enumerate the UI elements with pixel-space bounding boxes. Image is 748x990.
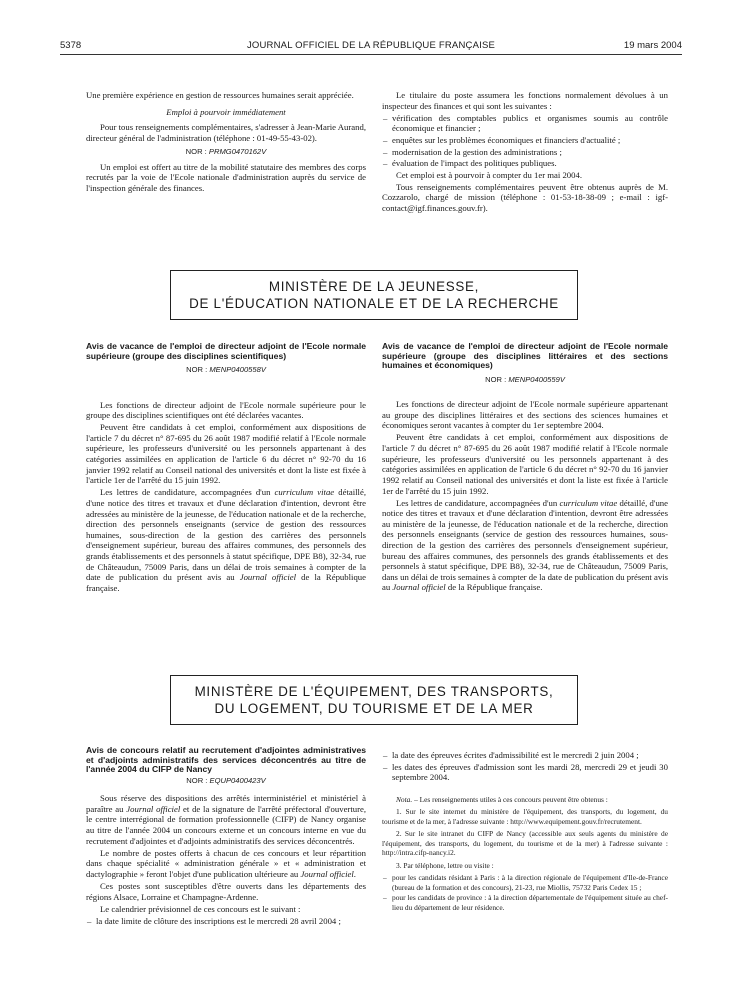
paragraph: 2. Sur le site intranet du CIFP de Nancy (accessible aux seuls agents du ministère de l'équipement, des transports, du logement, du tourisme et de la mer) à l'adresse suivante : http://intra.cifp-nancy.i2. <box>382 829 668 858</box>
avis-sciences <box>86 342 366 595</box>
avis-concours <box>86 746 366 927</box>
paragraph: Peuvent être candidats à cet emploi, conformément aux dispositions de l'article 7 du décret n° 87-695 du 26 août 1987 modifié relatif à l'Ecole normale supérieure, les professeurs d'université ou les personnels appartenant à des catégories assimilées en application de l'article 6 du décret n° 92-70 du 16 janvier 1992 relatif au Conseil national des universités et dont la liste est fixée à l'article 1er de l'arrêté du 15 juin 1992. <box>382 432 668 496</box>
nor-reference: NOR : MENP0400559V <box>485 374 565 384</box>
paragraph: 1. Sur le site internet du ministère de l'équipement, des transports, du logement, du tourisme et de la mer, à l'adresse suivante : http://www.equipement.gouv.fr/recrutement. <box>382 807 668 826</box>
notice-title: Avis de concours relatif au recrutement d'adjointes administratives et d'adjoints administratifs des services déconcentrés au titre de l'année 2004 du CIFP de Nancy <box>86 745 366 775</box>
nota-block <box>382 795 668 912</box>
ministry-heading-box <box>170 270 578 320</box>
paragraph: Nota. – Les renseignements utiles à ces concours peuvent être obtenus : <box>396 794 608 804</box>
paragraph: Les fonctions de directeur adjoint de l'Ecole normale supérieure appartenant au groupe des disciplines littéraires et des sections des sciences humaines et économiques seront vacantes à compter du 1er septembre 2004. <box>382 399 668 431</box>
paragraph: Cet emploi est à pourvoir à compter du 1er mai 2004. <box>396 169 583 180</box>
paragraph: 3. Par téléphone, lettre ou visite : <box>396 860 494 870</box>
nor-reference: NOR : MENP0400558V <box>186 365 266 375</box>
list-item: – enquêtes sur les problèmes économiques et financiers d'actualité ; <box>392 135 668 146</box>
duty-list <box>382 113 668 169</box>
page-header <box>60 40 682 55</box>
paragraph: Sous réserve des dispositions des arrêtés interministériel et ministériel à paraître au Journal officiel et de la signature de l'arrêté préfectoral d'ouverture, le centre interrégional de formation professionnelle (CIFP) de Nancy organise au titre de l'année 2004 un concours externe et un concours interne en vue du recrutement d'adjointes et d'adjoints administratifs des services déconcentrés. <box>86 793 366 846</box>
top-left-column <box>86 90 366 195</box>
paragraph: Une première expérience en gestion de ressources humaines serait appréciée. <box>86 90 354 100</box>
journal-title: JOURNAL OFFICIEL DE LA RÉPUBLIQUE FRANÇAISE <box>246 40 496 51</box>
issue-date: 19 mars 2004 <box>623 40 682 51</box>
paragraph: Un emploi est offert au titre de la mobilité statutaire des membres des corps recrutés par la voie de l'Ecole nationale d'administration auprès du service de l'inspection générale des finances. <box>86 161 366 193</box>
ministry-title-line: DE L'ÉDUCATION NATIONALE ET DE LA RECHERCHE <box>189 296 559 311</box>
ministry-heading-box <box>170 675 578 725</box>
concours-continued <box>382 750 668 913</box>
notice-title: Avis de vacance de l'emploi de directeur adjoint de l'Ecole normale supérieure (groupe des disciplines scientifiques) <box>86 341 366 361</box>
paragraph: Le nombre de postes offerts à chacun de ces concours et leur répartition dans chaque spécialité « administration générale » et « administration et dactylographie » feront l'objet d'une publication ultérieure au Journal officiel. <box>86 847 366 879</box>
paragraph: Emploi à pourvoir immédiatement <box>166 106 286 117</box>
paragraph: Les lettres de candidature, accompagnées d'un curriculum vitae détaillé, d'une notice des titres et travaux et d'une déclaration d'intention, devront être adressées au ministère de la jeunesse, de l'éducation nationale et de la recherche, direction des personnels enseignants (service de gestion des ressources humaines, sous-direction de la gestion des carrières des personnels d'enseignement supérieur, bureau des affaires communes, des personnels des grands établissements et des personnels à statut spécifique, DPE B8), 32-34, rue de Châteaudun, 75009 Paris, dans un délai de trois semaines à compter de la date de publication du présent avis au Journal officiel de la République française. <box>86 487 366 593</box>
list-item: – les dates des épreuves d'admission sont les mardi 28, mercredi 29 et jeudi 30 septembre 2004. <box>392 762 668 783</box>
list-item: – vérification des comptables publics et organismes soumis au contrôle économique et financier ; <box>392 113 668 134</box>
paragraph: Le calendrier prévisionnel de ces concours est le suivant : <box>100 903 301 914</box>
ministry-title-line: DU LOGEMENT, DU TOURISME ET DE LA MER <box>214 701 534 716</box>
list-item: – évaluation de l'impact des politiques publiques. <box>392 158 668 169</box>
list-item: – la date limite de clôture des inscriptions est le mercredi 28 avril 2004 ; <box>96 916 366 927</box>
list-item: – pour les candidats de province : à la direction départementale de l'équipement située au chef-lieu du département de leur résidence. <box>392 893 668 912</box>
paragraph: Le titulaire du poste assumera les fonctions normalement dévolues à un inspecteur des finances et qui sont les suivantes : <box>382 90 668 111</box>
paragraph: Tous renseignements complémentaires peuvent être obtenus auprès de M. Cozzarolo, chargé de mission (téléphone : 01-53-18-38-09 ; e-mail : igf-contact@igf.finances.gouv.fr). <box>382 181 668 214</box>
paragraph: Ces postes sont susceptibles d'être ouverts dans les départements des régions Alsace, Lorraine et Champagne-Ardenne. <box>86 881 366 902</box>
contact-list <box>382 873 668 912</box>
paragraph: Les lettres de candidature, accompagnées d'un curriculum vitae détaillé, d'une notice des titres et travaux et d'une déclaration d'intention, devront être adressées au ministère de la jeunesse, de l'éducation nationale et de la recherche, direction des personnels enseignants (service de gestion des ressources humaines, sous-direction de la gestion des carrières des personnels d'enseignement supérieur, bureau des affaires communes, des personnels des grands établissements et des personnels à statut spécifique, DPE B8), 32-34, rue de Châteaudun, 75009 Paris, dans un délai de trois semaines à compter de la date de publication du présent avis au Journal officiel de la République française. <box>382 497 668 593</box>
paragraph: Les fonctions de directeur adjoint de l'Ecole normale supérieure pour le groupe des disciplines scientifiques ont été déclarées vacantes. <box>86 399 366 421</box>
list-item: – pour les candidats résidant à Paris : à la direction régionale de l'équipement d'Ile-de-France (bureau de la formation et des concours), 21-23, rue Miollis, 75732 Paris Cedex 15 ; <box>392 873 668 892</box>
ministry-title-line: MINISTÈRE DE L'ÉQUIPEMENT, DES TRANSPORTS, <box>194 683 554 699</box>
avis-lettres <box>382 342 668 595</box>
calendar-list <box>382 750 668 783</box>
page-number: 5378 <box>60 40 82 51</box>
list-item: – modernisation de la gestion des administrations ; <box>392 147 668 158</box>
list-item: – la date des épreuves écrites d'admissibilité est le mercredi 2 juin 2004 ; <box>392 750 668 761</box>
paragraph: Peuvent être candidats à cet emploi, conformément aux dispositions de l'article 7 du décret n° 87-695 du 26 août 1987 modifié relatif à l'Ecole normale supérieure, les professeurs d'université ou les personnels appartenant à des catégories assimilées en application de l'article 6 du décret n° 92-70 du 16 janvier 1992 relatif au Conseil national des universités et dont la liste est fixée à l'article 1er de l'arrêté du 15 juin 1992. <box>86 422 366 486</box>
paragraph: Pour tous renseignements complémentaires, s'adresser à Jean-Marie Aurand, directeur général de l'administration (téléphone : 01-49-55-43-02). <box>86 122 366 143</box>
notice-title: Avis de vacance de l'emploi de directeur adjoint de l'Ecole normale supérieure (groupe des disciplines littéraires et des sections humaines et économiques) <box>382 341 668 371</box>
calendar-list <box>86 916 366 927</box>
nor-reference: NOR : EQUP0400423V <box>186 775 266 785</box>
top-right-column <box>382 90 668 215</box>
nor-reference: NOR : PRMG0470162V <box>185 147 267 157</box>
ministry-title-line: MINISTÈRE DE LA JEUNESSE, <box>268 278 480 294</box>
